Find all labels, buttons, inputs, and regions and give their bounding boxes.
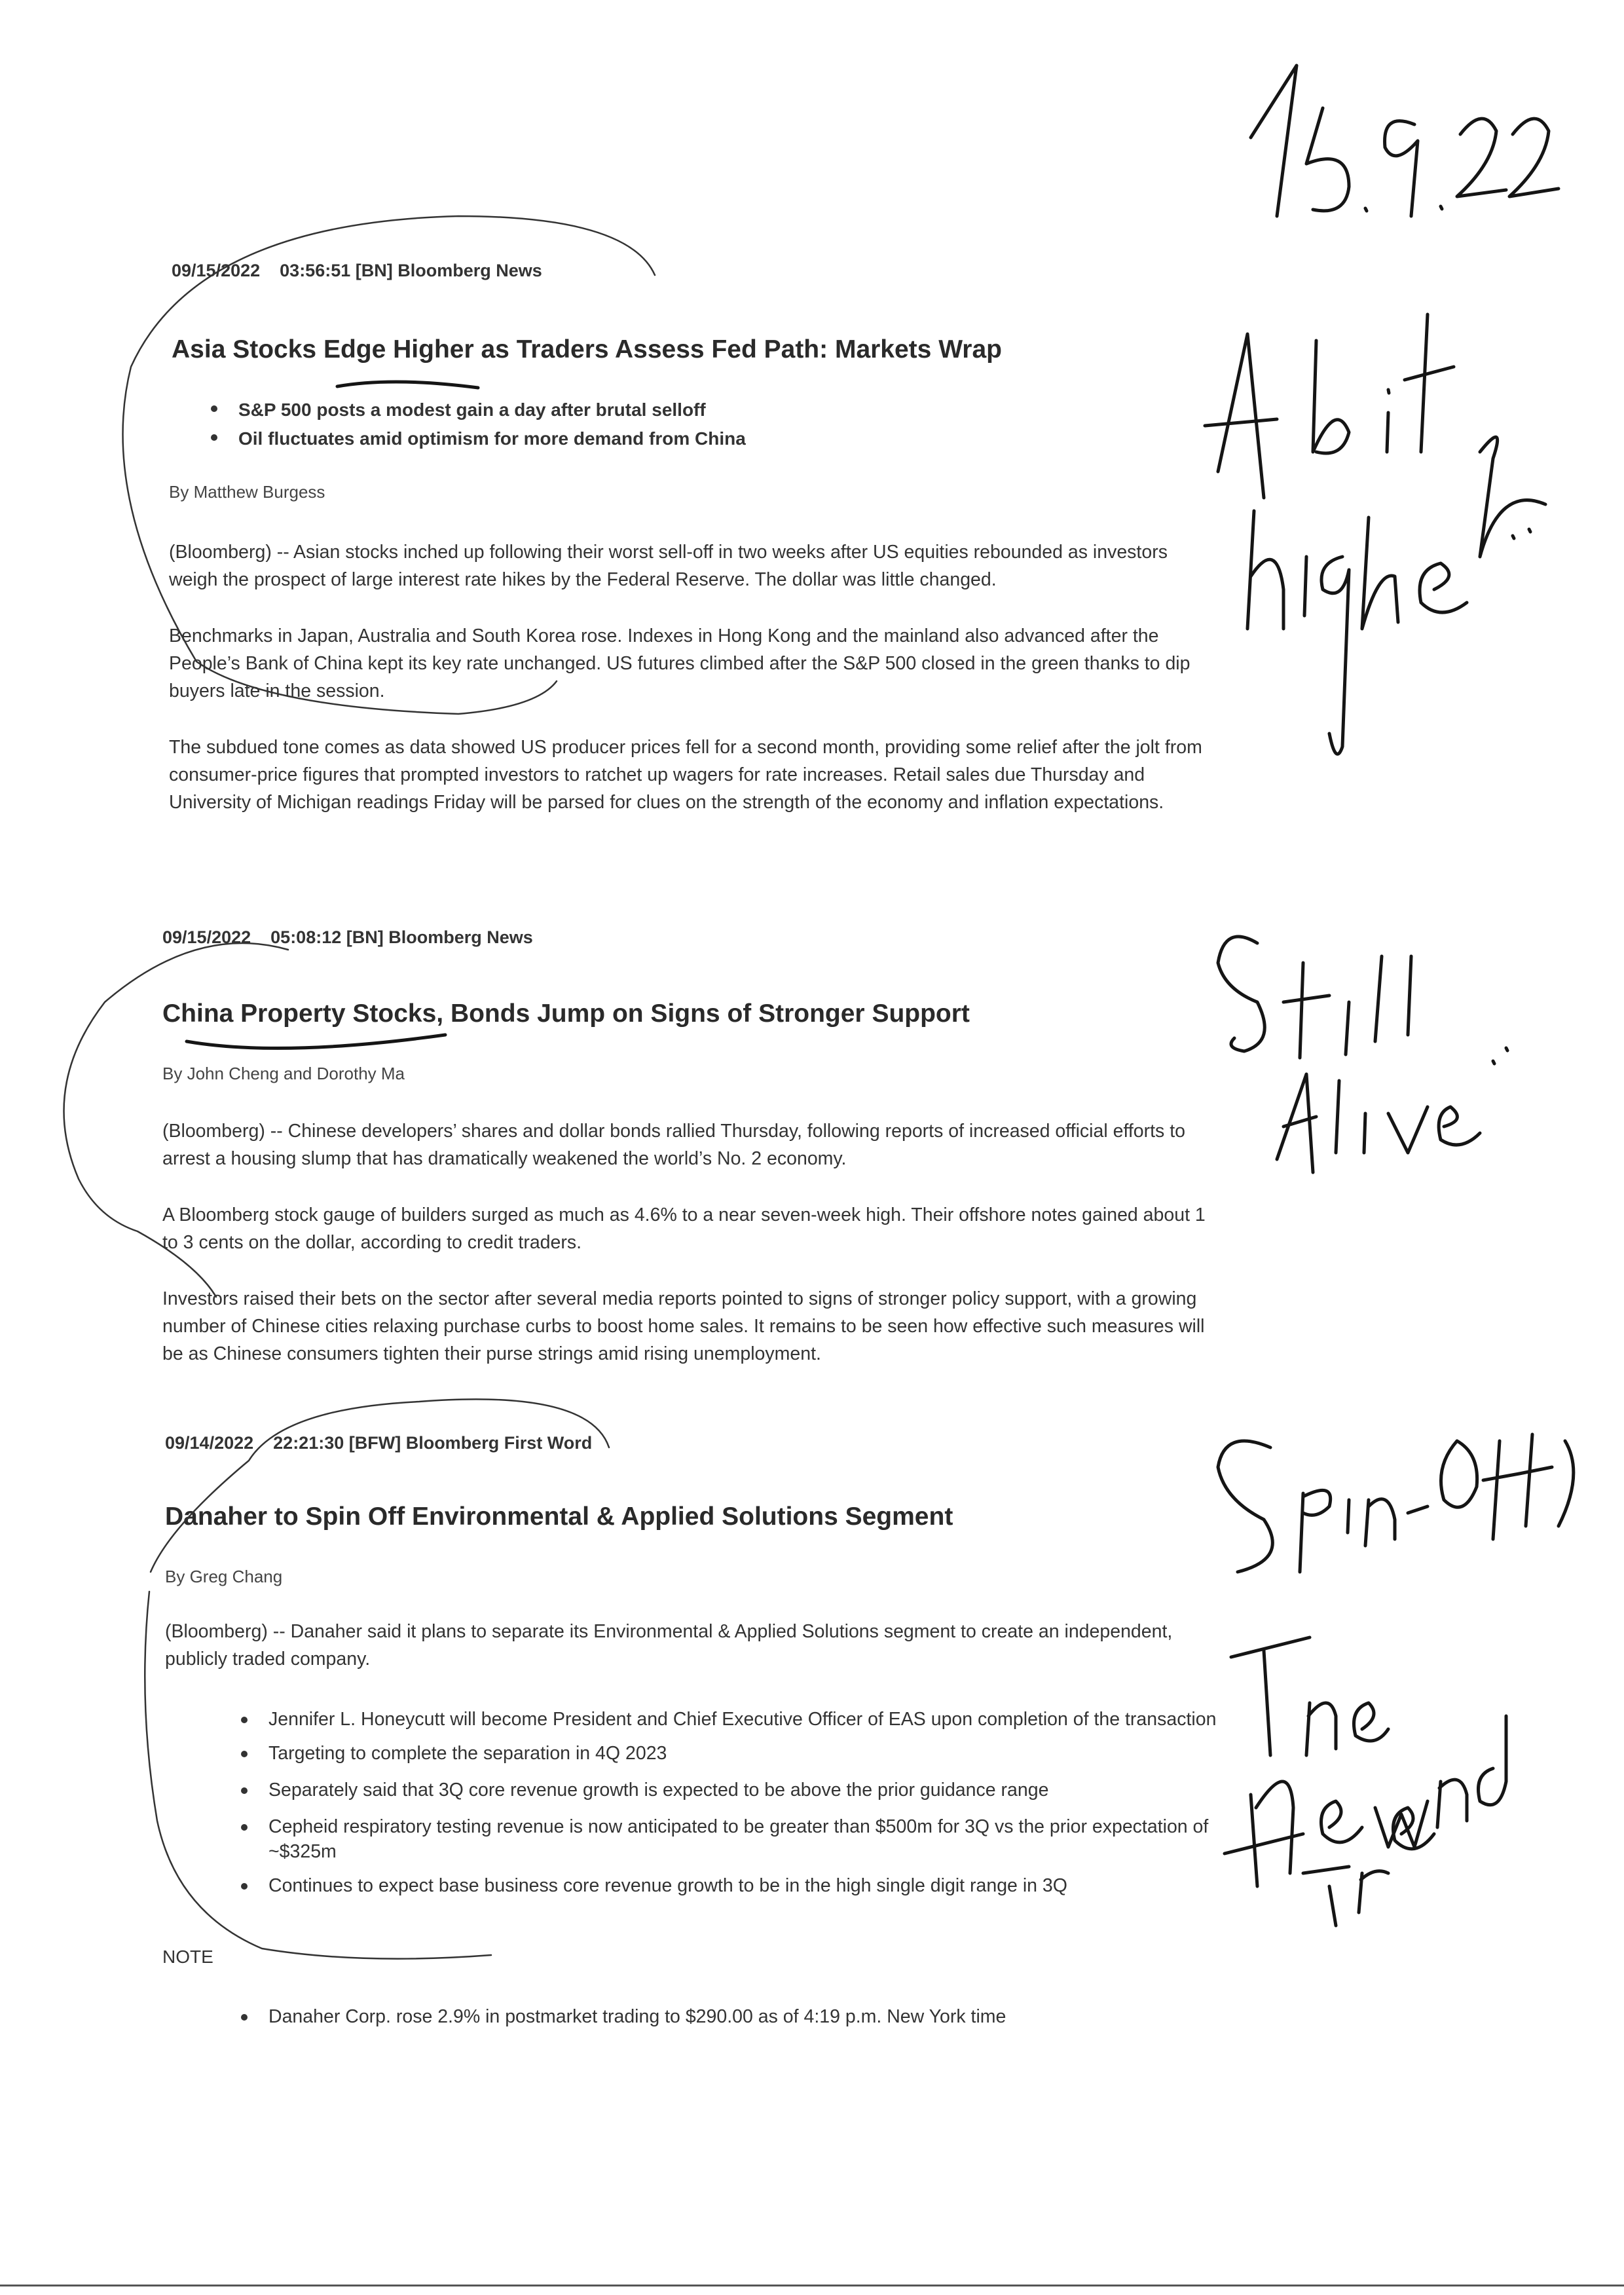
list-item: Danaher Corp. rose 2.9% in postmarket trading to $290.00 as of 4:19 p.m. New York time <box>238 2004 1221 2029</box>
article3-time-source: 22:21:30 [BFW] Bloomberg First Word <box>273 1433 593 1453</box>
article3-byline: By Greg Chang <box>165 1567 283 1586</box>
list-item: Targeting to complete the separation in 4Q 2023 <box>238 1741 1221 1766</box>
article1-date: 09/15/2022 <box>172 261 261 280</box>
handwritten-note-1 <box>1205 314 1545 754</box>
article1-paragraph-1: (Bloomberg) -- Asian stocks inched up following their worst sell-off in two weeks after US equities rebounded as investors weigh the prospect of large interest rate hikes by the Federal Reserve. The dollar was little changed. <box>169 542 1168 590</box>
page-edge <box>0 2285 1624 2286</box>
handwritten-date <box>1251 65 1559 216</box>
article1-paragraph-3: The subdued tone comes as data showed US producer prices fell for a second month, providing some relief after the jolt from consumer-price figures that prompted investors to ratchet up wagers for rate increases. Retail sales due Thursday and University of Michigan readings Friday will be parsed for clues on the strength of the economy and inflation expectations. <box>169 737 1202 813</box>
article3-date: 09/14/2022 <box>165 1433 254 1453</box>
article3-paragraph-1: (Bloomberg) -- Danaher said it plans to separate its Environmental & Applied Solutions segment to create an independent, publicly traded company. <box>165 1621 1173 1670</box>
article1-bullets <box>208 396 746 453</box>
article1-meta <box>172 261 542 281</box>
article3-meta <box>165 1433 592 1453</box>
article2-paragraph-1: (Bloomberg) -- Chinese developers’ shares and dollar bonds rallied Thursday, following reports of increased official efforts to arrest a housing slump that has dramatically weakened the world’s No. 2 economy. <box>162 1121 1185 1169</box>
list-item: Continues to expect base business core revenue growth to be in the high single digit range in 3Q <box>238 1873 1221 1898</box>
note-label: NOTE <box>162 1947 213 1967</box>
article2-meta <box>162 927 533 948</box>
article2-byline: By John Cheng and Dorothy Ma <box>162 1064 405 1083</box>
article2-paragraph-2: A Bloomberg stock gauge of builders surged as much as 4.6% to a near seven-week high. Their offshore notes gained about 1 to 3 cents on the dollar, according to credit traders. <box>162 1204 1206 1253</box>
article2-headline: China Property Stocks, Bonds Jump on Signs of Stronger Support <box>162 999 970 1028</box>
list-item: Cepheid respiratory testing revenue is now anticipated to be greater than $500m for 3Q vs the prior expectation of ~$325m <box>238 1814 1221 1864</box>
article1-paragraph-2: Benchmarks in Japan, Australia and South Korea rose. Indexes in Hong Kong and the mainland also advanced after the People’s Bank of China kept its key rate unchanged. US futures climbed after the S&P 500 closed in the green thanks to dip buyers late in the session. <box>169 625 1190 701</box>
list-item: Oil fluctuates amid optimism for more demand from China <box>208 424 746 453</box>
handwritten-note-2 <box>1218 937 1507 1172</box>
article2-date: 09/15/2022 <box>162 927 251 947</box>
article3-headline: Danaher to Spin Off Environmental & Applied Solutions Segment <box>165 1502 953 1531</box>
article2-time-source: 05:08:12 [BN] Bloomberg News <box>270 927 533 947</box>
article1-headline: Asia Stocks Edge Higher as Traders Assess Fed Path: Markets Wrap <box>172 335 1002 364</box>
article2-paragraph-3: Investors raised their bets on the sector after several media reports pointed to signs of stronger policy support, with a growing number of Chinese cities relaxing purchase curbs to boost home sales. It remains to be seen how effective such measures will be as Chinese consumers tighten their purse strings amid rising unemployment. <box>162 1288 1205 1364</box>
note-bullets <box>238 2004 1221 2029</box>
list-item: S&P 500 posts a modest gain a day after brutal selloff <box>208 396 746 424</box>
article1-byline: By Matthew Burgess <box>169 482 325 502</box>
list-item: Separately said that 3Q core revenue growth is expected to be above the prior guidance range <box>238 1778 1221 1802</box>
handwritten-note-3 <box>1218 1434 1574 1926</box>
article1-time-source: 03:56:51 [BN] Bloomberg News <box>280 261 542 280</box>
list-item: Jennifer L. Honeycutt will become President and Chief Executive Officer of EAS upon completion of the transaction <box>238 1707 1221 1732</box>
article3-bullets <box>238 1707 1221 1898</box>
